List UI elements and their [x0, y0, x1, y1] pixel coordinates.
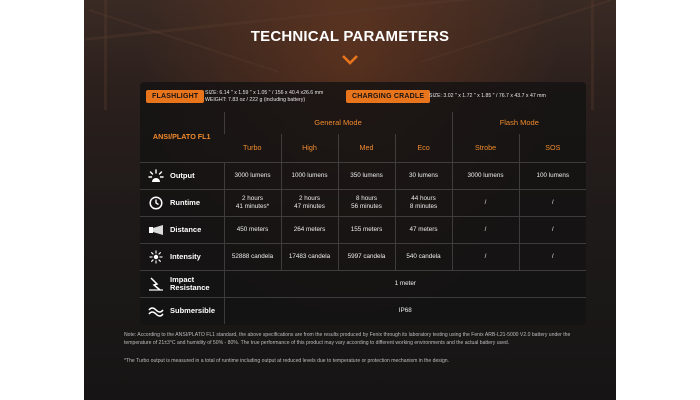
- background-beam: [591, 0, 594, 110]
- table-cell: 100 lumens: [519, 162, 586, 189]
- table-row: [140, 270, 586, 297]
- row-label-output: Output: [170, 170, 195, 180]
- flashlight-weight: WEIGHT: 7.83 oz / 222 g (including battery): [205, 96, 306, 103]
- flashlight-badge: FLASHLIGHT: [146, 90, 204, 103]
- table-cell: 450 meters: [224, 216, 281, 243]
- table-row: [140, 297, 586, 324]
- charging-cradle-badge: CHARGING CRADLE: [346, 90, 430, 103]
- footnote: Note: According to the ANSI/PLATO FL1 standard, the above specifications are from the results produced by Fenix through its laboratory testing using the Fenix ARB-L21-5000 V2.0 battery under the temperature of 21±3°C and humidity of 50% - 80%. The true performance of this product may vary according to different working environments and the actual battery used.: [124, 332, 571, 346]
- table-cell: 30 lumens: [395, 162, 452, 189]
- mode-sos: SOS: [519, 134, 586, 162]
- background-beam: [104, 0, 107, 110]
- cradle-size: SIZE: 3.02 " x 1.72 " x 1.85 " / 76.7 x 43.7 x 47 mm: [429, 93, 546, 99]
- group-flash-mode: Flash Mode: [452, 112, 586, 134]
- table-cell: /: [452, 243, 519, 270]
- group-general-mode: General Mode: [224, 112, 452, 134]
- row-label-intensity: Intensity: [170, 251, 201, 261]
- chevron-down-icon: [342, 55, 358, 65]
- impact-icon: [148, 277, 164, 291]
- table-cell: 3000 lumens: [224, 162, 281, 189]
- row-label-impact-resistance: Impact Resistance: [170, 274, 210, 292]
- table-cell: 52888 candela: [224, 243, 281, 270]
- table-row: [140, 189, 586, 216]
- footnote-turbo: *The Turbo output is measured in a total of runtime including output at reduced levels due to temperature or protection mechanism in the design.: [124, 358, 450, 364]
- table-cell: 47 meters: [395, 216, 452, 243]
- table-cell: 2 hours 41 minutes*: [224, 189, 281, 216]
- mode-turbo: Turbo: [242, 142, 262, 152]
- table-cell: 155 meters: [338, 216, 395, 243]
- table-cell: /: [452, 189, 519, 216]
- mode-med: Med: [338, 134, 395, 162]
- table-cell: 350 lumens: [338, 162, 395, 189]
- beam-distance-icon: [148, 223, 164, 237]
- table-cell: 5997 candela: [338, 243, 395, 270]
- page-title: TECHNICAL PARAMETERS: [250, 28, 450, 45]
- row-label-submersible: Submersible: [170, 305, 216, 315]
- table-cell: 44 hours 8 minutes: [395, 189, 452, 216]
- mode-high: High: [281, 134, 338, 162]
- mode-eco: Eco: [395, 134, 452, 162]
- table-cell: /: [519, 216, 586, 243]
- table-cell: 2 hours 47 minutes: [281, 189, 338, 216]
- table-cell: /: [519, 189, 586, 216]
- output-icon: [148, 169, 164, 183]
- table-cell: 3000 lumens: [452, 162, 519, 189]
- table-cell: 1000 lumens: [281, 162, 338, 189]
- row-label-runtime: Runtime: [170, 197, 200, 207]
- product-spec-graphic: [84, 0, 616, 400]
- parameters-table: [140, 112, 586, 324]
- table-cell: IP68: [224, 297, 586, 324]
- row-label-distance: Distance: [170, 224, 202, 234]
- intensity-icon: [148, 250, 164, 264]
- mode-strobe: Strobe: [452, 134, 519, 162]
- standard-label: ANSI/PLATO FL1: [152, 131, 211, 141]
- table-cell: /: [519, 243, 586, 270]
- table-cell: 17483 candela: [281, 243, 338, 270]
- table-row: [140, 162, 586, 189]
- submersible-icon: [148, 304, 164, 318]
- table-cell: 264 meters: [281, 216, 338, 243]
- table-cell: 1 meter: [224, 270, 586, 297]
- table-row: [140, 243, 586, 270]
- table-cell: 540 candela: [395, 243, 452, 270]
- table-cell: 8 hours 56 minutes: [338, 189, 395, 216]
- flashlight-size: SIZE: 6.14 " x 1.59 " x 1.05 " / 156 x 40.4 x26.6 mm: [205, 90, 324, 96]
- table-cell: /: [452, 216, 519, 243]
- clock-icon: [148, 196, 164, 210]
- table-row: [140, 216, 586, 243]
